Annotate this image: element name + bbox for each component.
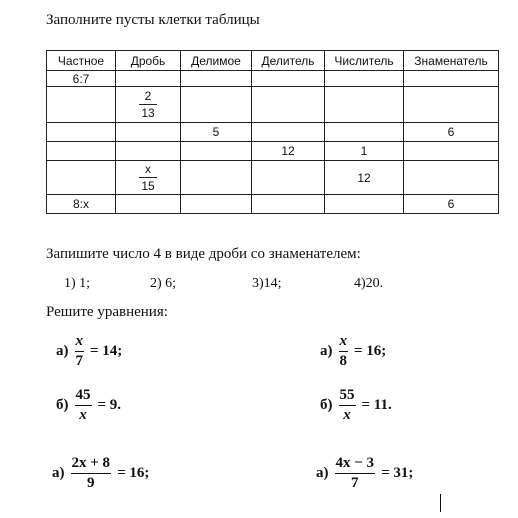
cell-numerator: 1 [325,142,404,161]
cell-divisor: 12 [252,142,325,161]
equation-numerator: 4x − 3 [335,455,375,471]
cell-quotient [47,142,116,161]
header-divisor: Делитель [252,51,325,71]
fraction [139,163,156,192]
equation-label: б) [56,397,69,413]
cell-quotient [47,123,116,142]
header-denominator: Знаменатель [404,51,499,71]
cell-divisor [252,87,325,123]
cell-fraction [116,71,181,87]
table-row [47,123,499,142]
equation-denominator: 7 [351,475,359,491]
equation-rhs: = 31; [381,465,414,481]
equation-label: б) [320,397,333,413]
table-row [47,142,499,161]
equation-label: а) [52,465,65,481]
cell-divisor [252,161,325,195]
fraction [139,90,156,119]
cell-denominator: 6 [404,195,499,214]
cell-denominator: 6 [404,123,499,142]
header-quotient: Частное [47,51,116,71]
table-row [47,161,499,195]
equation-numerator: 2x + 8 [71,455,111,471]
equation-denominator: 9 [87,475,95,491]
cell-dividend [181,71,252,87]
equation-2 [320,334,386,369]
cell-dividend [181,142,252,161]
equation-label: а) [320,343,333,359]
cell-denominator [404,142,499,161]
equation-4 [320,388,392,423]
fraction-numerator: x [144,162,151,176]
cell-dividend: 5 [181,123,252,142]
option-3: 3)14; [252,276,282,291]
cell-quotient: 6:7 [47,71,116,87]
cell-fraction [116,142,181,161]
equation-label: а) [316,465,329,481]
cell-dividend [181,161,252,195]
equation-rhs: = 14; [90,343,123,359]
table-row [47,71,499,87]
fractions-table [46,50,499,214]
equation-label: а) [56,343,69,359]
cell-quotient: 8:x [47,195,116,214]
equation-6 [316,456,413,491]
cell-numerator [325,123,404,142]
equation-3 [56,388,121,423]
fraction-numerator: 2 [144,89,152,103]
equation-rhs: = 11. [361,397,392,413]
cell-fraction [116,195,181,214]
cell-dividend [181,87,252,123]
text-cursor [440,494,441,512]
equation-numerator: x [75,333,83,349]
header-dividend: Делимое [181,51,252,71]
cell-fraction [116,123,181,142]
worksheet-title: Заполните пусты клетки таблицы [46,12,260,28]
equation-5 [52,456,149,491]
cell-quotient [47,87,116,123]
cell-numerator [325,195,404,214]
cell-quotient [47,161,116,195]
option-4: 4)20. [354,276,384,291]
equation-numerator: x [339,333,347,349]
cell-divisor [252,123,325,142]
equation-denominator: 7 [75,353,83,369]
cell-numerator [325,87,404,123]
table-row [47,87,499,123]
equation-denominator: 8 [339,353,347,369]
equation-rhs: = 16; [354,343,387,359]
cell-divisor [252,71,325,87]
equation-numerator: 45 [75,387,91,403]
cell-numerator: 12 [325,161,404,195]
fraction-denominator: 13 [141,106,155,120]
option-2: 2) 6; [150,276,177,291]
equation-rhs: = 9. [97,397,122,413]
cell-divisor [252,195,325,214]
option-1: 1) 1; [64,276,91,291]
cell-fraction [116,161,181,195]
task3-prompt: Решите уравнения: [46,304,168,320]
equation-numerator: 55 [339,387,355,403]
table-row [47,195,499,214]
cell-numerator [325,71,404,87]
cell-fraction [116,87,181,123]
header-fraction: Дробь [116,51,181,71]
fraction-denominator: 15 [141,179,155,193]
equation-denominator: x [343,407,351,423]
table-header-row [47,51,499,71]
equation-denominator: x [79,407,87,423]
cell-denominator [404,161,499,195]
header-numerator: Числитель [325,51,404,71]
cell-dividend [181,195,252,214]
cell-denominator [404,71,499,87]
equation-1 [56,334,122,369]
equation-rhs: = 16; [117,465,150,481]
task2-prompt: Запишите число 4 в виде дроби со знаменателем: [46,246,361,262]
cell-denominator [404,87,499,123]
